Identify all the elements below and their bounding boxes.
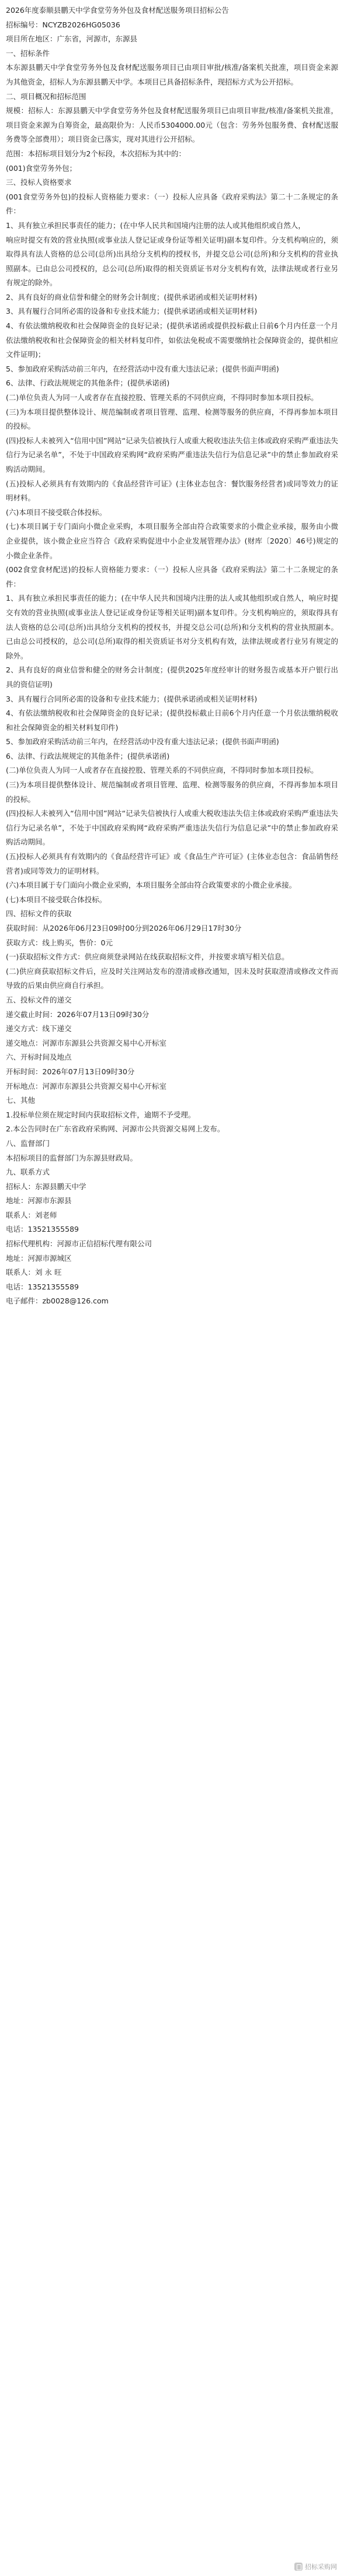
paragraph: 四、招标文件的获取 bbox=[6, 909, 72, 919]
paragraph: 递交截止时间：2026年07月13日09时30分 bbox=[6, 1010, 150, 1019]
paragraph: 招标代理机构：河源市正信招标代理有限公司 bbox=[6, 1239, 152, 1249]
paragraph: 项目所在地区：广东省，河源市，东源县 bbox=[6, 34, 138, 44]
paragraph: 三、投标人资格要求 bbox=[6, 178, 72, 187]
paragraph: (二)单位负责人为同一人或者存在直接控股、管理关系的不同供应商，不得同时参加本项目投标。 bbox=[6, 766, 318, 775]
paragraph: (001食堂劳务外包)的投标人资格能力要求：（一）投标人应具备《政府采购法》第二十二条规定的条件： bbox=[6, 192, 338, 216]
paragraph: 地址：河源市源城区 bbox=[6, 1253, 72, 1263]
paragraph: 6、法律、行政法规规定的其他条件；(提供承诺函) bbox=[6, 751, 170, 760]
paragraph: 六、开标时间及地点 bbox=[6, 1053, 72, 1062]
paragraph: 递交方式：线下递交 bbox=[6, 1024, 72, 1033]
paragraph: 4、有依法缴纳税收和社会保障资金的良好记录；(提供承诺函或提供投标截止日前6个月内任意一个月依法缴纳税收和社会保障资金的相关材料复印件，如依法免税或不需要缴纳社会保障资金的，提供相应文件证明)； bbox=[6, 321, 338, 359]
paragraph: 2、具有良好的商业信誉和健全的财务会计制度；(提供2025年度经审计的财务报告或基本开户银行出具的资信证明) bbox=[6, 665, 338, 689]
paragraph: 联系人：刘 永 旺 bbox=[6, 1268, 62, 1277]
paragraph: (六)本项目属于专门面向小微企业采购，本项目服务全部由符合政策要求的小微企业承接。 bbox=[6, 881, 297, 890]
paragraph: 2、具有良好的商业信誉和健全的财务会计制度；(提供承诺函或相关证明材料) bbox=[6, 292, 258, 302]
paragraph: 二、项目概况和招标范围 bbox=[6, 92, 86, 101]
paragraph: 规模：招标人：东源县鹏天中学食堂劳务外包及食材配送服务项目已由项目审批/核准/备案机关批准，项目资金来源为自筹资金，最高限价为：人民币5304000.00元（包含：劳务外包服务费、食材配送服务费等全部费用）；项目资金已落实，现对其进行公开招标。 bbox=[6, 106, 338, 144]
paragraph: 2.本公告同时在广东省政府采购网、河源市公共资源交易网上发布。 bbox=[6, 1124, 225, 1134]
paragraph: (四)投标人未被列入“信用中国”网站“记录失信被执行人或重大税收违法失信主体或政府采购严重违法失信行为记录名单”，不处于中国政府采购网“政府采购严重违法失信行为信息记录”中的禁止参加政府采购活动期间。 bbox=[6, 436, 338, 474]
paragraph: 获取方式：线上购买，售价：0元 bbox=[6, 938, 113, 947]
paragraph: (001)食堂劳务外包； bbox=[6, 163, 77, 173]
paragraph: (五)投标人必须具有有效期内的《食品经营许可证》或《食品生产许可证》(主体业态包含：食品销售经营者)或同等效力的证明材料。 bbox=[6, 852, 338, 875]
paragraph: 电话：13521355589 bbox=[6, 1225, 79, 1234]
paragraph: 获取时间：从2026年06月23日09时00分到2026年06月29日17时30分 bbox=[6, 924, 242, 933]
paragraph: 1.投标单位须在规定时间内获取招标文件，逾期不予受理。 bbox=[6, 1110, 196, 1119]
paragraph: 九、联系方式 bbox=[6, 1168, 50, 1177]
paragraph: (三)为本项目提供整体设计、规范编制或者项目管理、监理、检测等服务的供应商，不得再参加本项目的投标。 bbox=[6, 407, 338, 431]
paragraph: (六)本项目不接受联合体投标。 bbox=[6, 507, 107, 517]
paragraph: 2026年度泰顺县鹏天中学食堂劳务外包及食材配送服务项目招标公告 bbox=[6, 6, 229, 15]
paragraph: (三)为本项目提供整体设计、规范编制或者项目管理、监理、检测等服务的供应商，不得再参加本项目的投标。 bbox=[6, 780, 338, 804]
paragraph: (五)投标人必须具有有效期内的《食品经营许可证》(主体业态包含：餐饮服务经营者)或同等效力的证明材料。 bbox=[6, 479, 338, 503]
paragraph: (二)单位负责人为同一人或者存在直接控股、管理关系的不同供应商，不得同时参加本项目投标。 bbox=[6, 393, 318, 402]
paragraph: 电子邮件：zb0028@126.com bbox=[6, 1296, 109, 1306]
paragraph: 电话：13521355589 bbox=[6, 1282, 79, 1291]
paragraph: 地址：河源市东源县 bbox=[6, 1196, 72, 1205]
paragraph: (二)供应商获取招标文件后，应及时关注网站发布的澄清或修改通知，因未及时获取澄清或修改文件而导致的后果由供应商自行承担。 bbox=[6, 966, 338, 990]
paragraph: 联系人：刘老师 bbox=[6, 1210, 57, 1219]
paragraph: (七)本项目不接受联合体投标。 bbox=[6, 895, 107, 904]
watermark-text: 招标采购网 bbox=[305, 2563, 337, 2571]
paragraph: 4、有依法缴纳税收和社会保障资金的良好记录；(提供投标截止日前6个月内任意一个月依法缴纳税收和社会保障资金的相关材料复印件) bbox=[6, 709, 338, 732]
paragraph: 招标人：东源县鹏天中学 bbox=[6, 1182, 86, 1191]
paragraph: 本东源县鹏天中学食堂劳务外包及食材配送服务项目已由项目审批/核准/备案机关批准，项目资金来源为其他资金，招标人为东源县鹏天中学。本项目已具备招标条件，现招标方式为公开招标。 bbox=[6, 63, 338, 86]
paragraph: 七、其他 bbox=[6, 1096, 36, 1105]
paragraph: 3、具有履行合同所必需的设备和专业技术能力；(提供承诺函或相关证明材料) bbox=[6, 307, 258, 316]
paragraph: 招标编号：NCYZB2026HG05036 bbox=[6, 20, 120, 29]
paragraph: 3、具有履行合同所必需的设备和专业技术能力；(提供承诺函或相关证明材料) bbox=[6, 694, 258, 703]
paragraph: 八、监督部门 bbox=[6, 1138, 50, 1148]
paragraph: 开标时间：2026年07月13日09时30分 bbox=[6, 1067, 135, 1076]
paragraph: 一、招标条件 bbox=[6, 48, 50, 58]
paragraph: (002食堂食材配送)的投标人资格能力要求：（一）投标人应具备《政府采购法》第二十二条规定的条件： bbox=[6, 565, 338, 588]
paragraph: (一)获取招标文件方式：供应商须登录网站在线获取招标文件，并按要求填写相关信息。 bbox=[6, 952, 289, 962]
paragraph: 响应时提交有效的营业执照(或事业法人登记证或身份证等相关证明)副本复印件。分支机构响应的，须取得具有法人资格的总公司(总所)出具给分支机构的授权书，并提交总公司(总所)和分支机构的营业执照副本。已由总公司授权的，总公司(总所)取得的相关资质证书对分支机构有效，法律法规或者行业另有规定的除外。 bbox=[6, 235, 338, 288]
paragraph: 5、参加政府采购活动前三年内，在经营活动中没有重大违法记录；(提供书面声明函) bbox=[6, 364, 279, 373]
watermark-logo-icon bbox=[294, 2563, 303, 2571]
paragraph: (四)投标人未被列入“信用中国”网站“记录失信被执行人或重大税收违法失信主体或政府采购严重违法失信行为记录名单”，不处于中国政府采购网“政府采购严重违法失信行为信息记录”中的禁止参加政府采购活动期间。 bbox=[6, 809, 338, 847]
paragraph: 5、参加政府采购活动前三年内，在经营活动中没有重大违法记录；(提供书面声明函) bbox=[6, 737, 279, 746]
paragraph: 五、投标文件的递交 bbox=[6, 995, 72, 1004]
watermark bbox=[294, 2562, 337, 2571]
paragraph: 1、具有独立承担民事责任的能力；(在中华人民共和国境内注册的法人或其他组织或自然人，响应时提交有效的营业执照(或事业法人登记证或身份证等相关证明)副本复印件。分支机构响应的，须取得具有法人资格的总公司(总所)出具给分支机构的授权书，并提交总公司(总所)和分支机构的营业执照副本。已由总公司授权的，总公司(总所)取得的相关资质证书对分支机构有效，法律法规或者行业另有规定的除外。 bbox=[6, 594, 338, 660]
paragraph: (七)本项目属于专门面向小微企业采购，本项目服务全部由符合政策要求的小微企业承接，服务由小微企业提供，该小微企业应当符合《政府采购促进中小企业发展管理办法》(财库〔2020〕46号)规定的小微企业条件。 bbox=[6, 522, 338, 560]
paragraph: 开标地点：河源市东源县公共资源交易中心开标室 bbox=[6, 1081, 167, 1091]
paragraph: 本招标项目的监督部门为东源县财政局。 bbox=[6, 1153, 138, 1162]
paragraph: 1、具有独立承担民事责任的能力；(在中华人民共和国境内注册的法人或其他组织或自然人， bbox=[6, 220, 305, 230]
paragraph: 递交地点：河源市东源县公共资源交易中心开标室 bbox=[6, 1038, 167, 1047]
paragraph: 范围：本招标项目划分为2个标段，本次招标为其中的： bbox=[6, 149, 186, 158]
paragraph: 6、法律、行政法规规定的其他条件；(提供承诺函) bbox=[6, 378, 170, 388]
